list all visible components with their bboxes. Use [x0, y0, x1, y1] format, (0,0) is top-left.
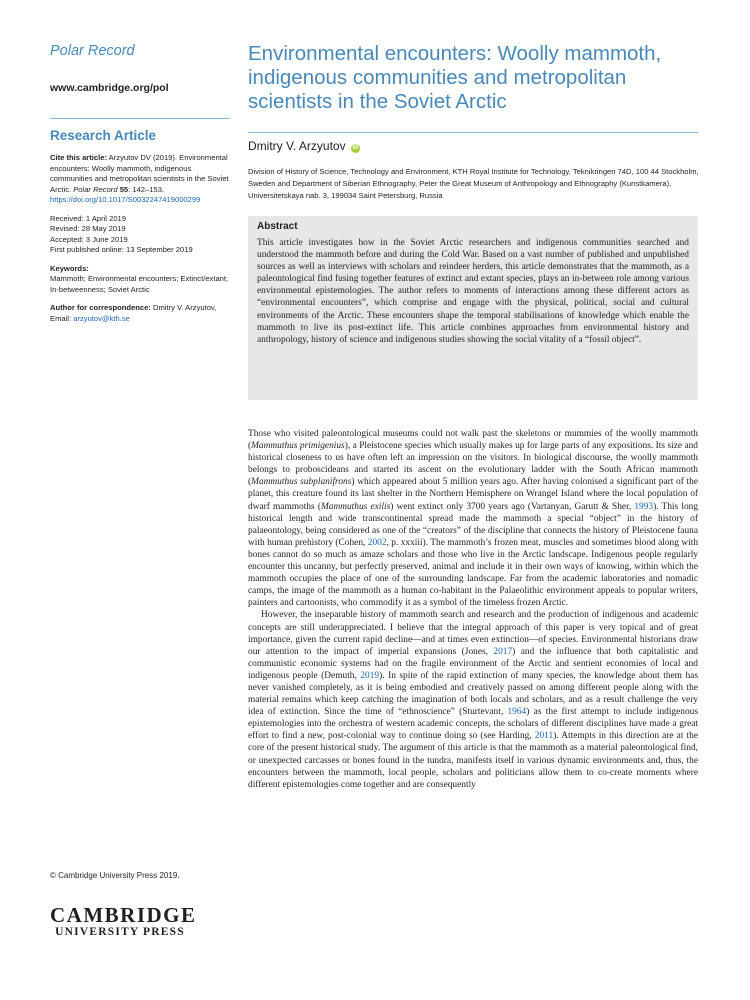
- citation: [50, 153, 230, 206]
- keywords-label: Keywords:: [50, 263, 89, 273]
- citation-pages: : 142–153.: [128, 184, 165, 194]
- publisher-logo: [50, 903, 197, 939]
- journal-url[interactable]: www.cambridge.org/pol: [50, 82, 169, 94]
- sidebar-divider: [50, 118, 230, 119]
- citation-label: Cite this article:: [50, 153, 107, 162]
- revised-date: Revised: 28 May 2019: [50, 224, 126, 233]
- email-link[interactable]: arzyutov@kth.se: [73, 313, 130, 323]
- body-text: ) and the influence that both capitalistic and communistic economic systems had on the fragile environment of the Arctic and sentient economies of local and indigenous people (Demuth,: [248, 646, 698, 681]
- accepted-date: Accepted: 3 June 2019: [50, 234, 128, 244]
- title-divider: [248, 132, 698, 133]
- body-text: ). Attempts in this direction are at the core of the present historical study. The argument of this article is that the mammoth as a material paleontological find, or unexpected carcasses or bones found in the tundra, manifests itself in various dynamic environments and, thus, the encounters between the mammoth, local people, scholars and politicians allow them to co-create moments where different epistemologies come together and are consequently: [248, 731, 698, 790]
- correspondence-text: Dmitry V. Arzyutov, Email:: [50, 303, 217, 323]
- body-text: ) went extinct only 3700 years ago (Vartanyan, Garutt & Sher,: [390, 501, 635, 512]
- species-name: Mammuthus exilis: [320, 501, 391, 512]
- citation-text: Arzyutov DV (2019). Environmental encounters: Woolly mammoth, indigenous communities and metropolitan scientists in the Soviet Arctic.: [50, 153, 229, 194]
- body-text: Those who visited paleontological museums could not walk past the skeletons or mummies of the woolly mammoth (: [248, 429, 698, 452]
- reference-link[interactable]: 2011: [534, 731, 554, 742]
- body-text: ). In spite of the rapid extinction of many species, the knowledge about them has never vanished completely, as it is being embodied and creatively passed on among different people along with the material remains which keep catching the imagination of both locals and scholars, and as a result challenge the very idea of extinction. Since the time of “ethnoscience” (Sturtevant,: [248, 670, 698, 718]
- publisher-line1: CAMBRIDGE: [50, 903, 197, 927]
- doi-link[interactable]: https://doi.org/10.1017/S0032247419000299: [50, 195, 201, 204]
- body-paragraph-1: [248, 428, 698, 609]
- publisher-line2: UNIVERSITY PRESS: [55, 926, 185, 938]
- body-text: ) which appeared about 5 million years ago. After having colonised a significant part of the planet, this creature found its last shelter in the Northern Hemisphere on Wrangel Island where the local population of dwarf mammoths (: [248, 477, 698, 512]
- citation-volume: 55: [119, 184, 129, 194]
- article-type: Research Article: [50, 128, 157, 143]
- history-dates: [50, 214, 230, 256]
- keywords-text: Mammoth; Environmental encounters; Extinct/extant; In-betweenness; Soviet Arctic: [50, 274, 229, 294]
- article-body: [248, 428, 698, 994]
- article-title: Environmental encounters: Woolly mammoth, indigenous communities and metropolitan scientists in the Soviet Arctic: [248, 42, 662, 113]
- abstract-heading: Abstract: [257, 221, 298, 232]
- reference-link[interactable]: 2019: [360, 670, 380, 681]
- keywords: [50, 264, 230, 296]
- body-text: , p. xxxiii). The mammoth’s frozen meat, muscles and sometimes blood along with bones cannot do so much as amaze scholars and those who live in the Arctic landscape. Indigenous people regularly encounter this uncanny, but perfectly preserved, animal and include it in their own ways of knowing, within which the mammoth occupies the place of one of the surrounding landscape. Far from the academic laboratories and nomadic camps, the image of the mammoth as a human co-habitant in the Palaeolithic environment appeals to popular writers, painters and cartoonists, who commodify it as a symbol of the timeless frozen Arctic.: [248, 537, 698, 609]
- orcid-icon[interactable]: iD: [352, 145, 359, 151]
- correspondence-label: Author for correspondence:: [50, 303, 151, 312]
- body-paragraph-2: [248, 609, 698, 790]
- body-text: However, the inseparable history of mammoth search and research and the production of indigenous and academic concepts are still underappreciated. I believe that the integral approach of this paper is very topical and of great importance, given the current rapid decline—and at times even extinction—of species. Environmental historians draw our attention to the impact of imperial expansions (Jones,: [248, 610, 698, 657]
- body-text: ) as the first attempt to include indigenous epistemologies into the orchestra of western academic concepts, the scholars of different disciplines have made a great effort to find a new, post-colonial way to continue doing so (see Harding,: [248, 707, 698, 742]
- journal-name: Polar Record: [50, 43, 135, 59]
- affiliation: Division of History of Science, Technology and Environment, KTH Royal Institute for Technology, Teknikringen 74D, 100 44 Stockholm, Sweden and Department of Siberian Ethnography, Peter the Great Museum of Anthropology and Ethnography (Kunstkamera), Universitetskaya nab. 3, 199034 Saint Petersburg, Russia: [248, 167, 699, 200]
- reference-link[interactable]: 1993: [634, 501, 654, 512]
- copyright: © Cambridge University Press 2019.: [50, 871, 180, 880]
- abstract-box: [248, 216, 698, 400]
- author-name: Dmitry V. Arzyutov: [248, 139, 346, 153]
- body-text: ), a Pleistocene species which usually makes up for large parts of any expositions. Its size and historical closeness to us have often left an impression on the visitors. In biological discourse, the woolly mammoth belongs to proboscideans and started its ascent on the evolutionary ladder with the South African mammoth (: [248, 441, 698, 488]
- sidebar: [50, 40, 230, 324]
- received-date: Received: 1 April 2019: [50, 213, 126, 223]
- species-name: Mammuthus subplanifrons: [251, 477, 352, 488]
- reference-link[interactable]: 1964: [507, 707, 527, 718]
- citation-journal: Polar Record: [73, 184, 118, 194]
- first-online-date: First published online: 13 September 2019: [50, 245, 193, 254]
- correspondence: [50, 303, 230, 324]
- species-name: Mammuthus primigenius: [251, 441, 345, 452]
- reference-link[interactable]: 2017: [493, 646, 513, 657]
- reference-link[interactable]: 2002: [367, 537, 387, 548]
- author-line: [248, 139, 360, 153]
- abstract-text: This article investigates how in the Soviet Arctic researchers and indigenous communities searched and understood the mammoth before and during the Cold War. Based on a vast number of published and unpublished sources as well as interviews with scholars and reindeer herders, this article demonstrates that the mammoth, as a paleontological find fusing together features of extinct and extant species, plays an in-between role among various environmental epistemologies. The author refers to moments of interactions among these different actors as “environmental encounters”, which comprise and engage with the physical, political, social and cultural environments of the Arctic. These encounters shape the temporal stabilisations of knowledge which enable the mammoth to live its post-extinct life. This article combines approaches from environmental history and anthropology, history of science and indigenous studies showing the social vitality of a “fossil object”.: [257, 238, 689, 345]
- body-text: ). This long historical length and wide transcontinental spread made the mammoth a special “object” in the history of palaeontology, being considered as one of the “creators” of the discipline that connects the history of Pleistocene fauna with human prehistory (Cohen,: [248, 501, 698, 548]
